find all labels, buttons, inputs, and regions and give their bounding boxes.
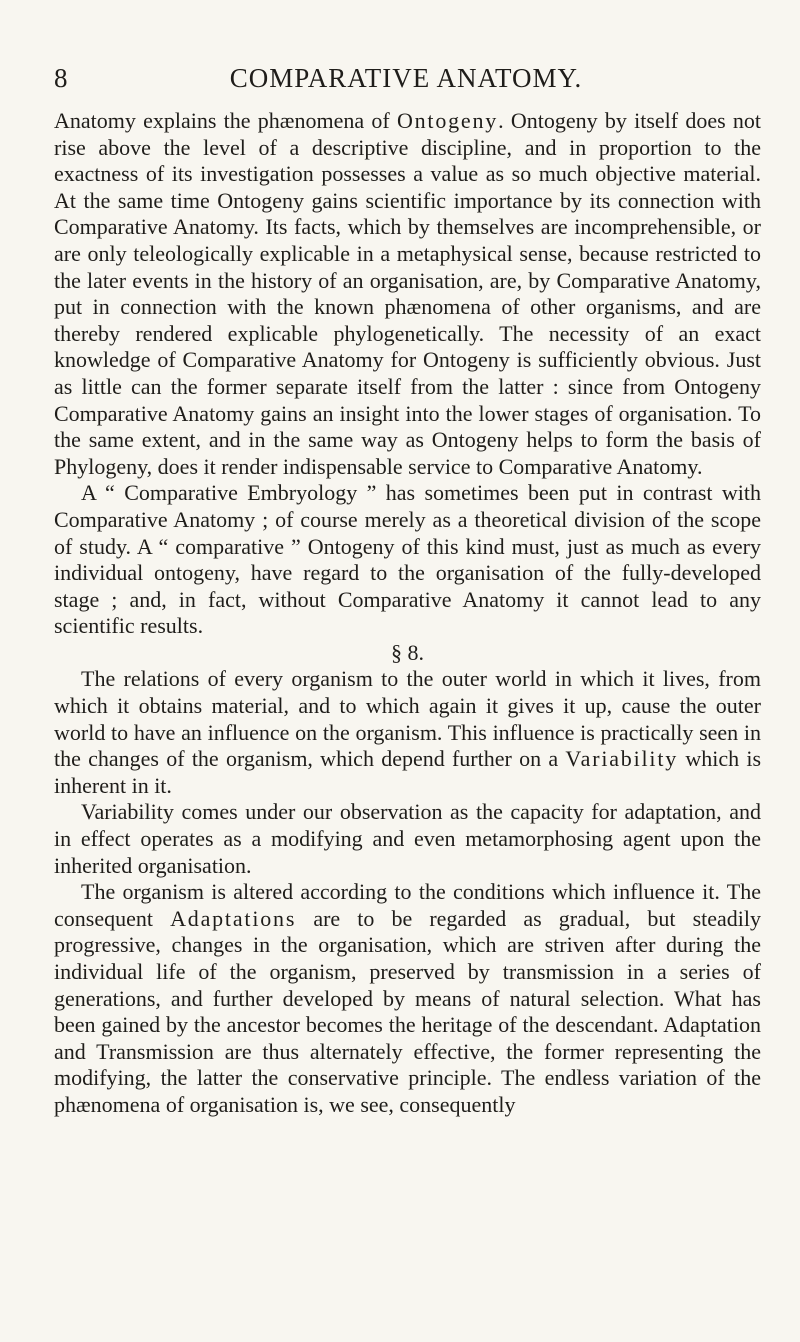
page-number: 8 <box>54 63 68 93</box>
paragraph-adaptations <box>54 879 761 1118</box>
paragraph-text: are to be regarded as gradual, but steadily progressive, changes in the organisation, which are striven after during the individual life of the organism, preserved by transmission in a series of generations, and further developed by means of natural selection. What has been gained by the ancestor becomes the heritage of the descendant. Adaptation and Transmission are thus alternately effective, the former representing the modifying, the latter the conservative principle. The endless variation of the phænomena of organisation is, we see, consequently <box>54 905 762 1117</box>
paragraph-text: which is inherent in it. <box>54 746 762 798</box>
section-heading: § 8. <box>391 639 424 665</box>
emphasized-term: Ontogeny <box>396 108 499 133</box>
paragraph-ontogeny <box>54 108 761 480</box>
paragraph-comparative-embryology: A “ Comparative Embryology ” has sometimes been put in contrast with Comparative Anatomy ; of course merely as a theoretical division of the scope of study. A “ comparative ” Ontogeny of this kind must, just as much as every individual ontogeny, have regard to the organisation of the fully-developed stage ; and, in fact, without Comparative Anatomy it cannot lead to any scientific results. <box>54 480 761 639</box>
paragraph-adaptation-capacity: Variability comes under our observation as the capacity for adaptation, and in effect operates as a modifying and even metamorphosing agent upon the inherited organisation. <box>54 799 761 878</box>
paragraph-variability <box>54 666 761 799</box>
body-text <box>54 108 761 1119</box>
paragraph-text: . Ontogeny by itself does not rise above the level of a descriptive discipline, and in proportion to the exactness of its investigation possesses a value as so much objective material. At the same time Ontogeny gains scientific importance by its connection with Comparative Anatomy. Its facts, which by themselves are incomprehensible, or are only teleologically explicable in a metaphysical sense, because restricted to the later events in the history of an organisation, are, by Comparative Anatomy, put in connection with the known phænomena of other organisms, and are thereby rendered explicable phylogenetically. The necessity of an exact knowledge of Comparative Anatomy for Ontogeny is sufficiently obvious. Just as little can the former separate itself from the latter : since from Ontogeny Comparative Anatomy gains an insight into the lower stages of organisation. To the same extent, and in the same way as Ontogeny helps to form the basis of Phylogeny, does it render indispensable service to Comparative Anatomy. <box>54 108 762 479</box>
running-head: COMPARATIVE ANATOMY. <box>229 63 583 93</box>
emphasized-term: Variability <box>565 746 679 772</box>
paragraph-text: The organism is altered according to the conditions which influence it. The consequent <box>54 879 761 931</box>
paragraph-text: The relations of every organism to the outer world in which it lives, from which it obtains material, and to which again it gives it up, cause the outer world to have an influence on the organism. This influence is practically seen in the changes of the organism, which depend further on a <box>54 666 761 772</box>
emphasized-term: Adaptations <box>170 905 297 931</box>
paragraph-text: Anatomy explains the phænomena of <box>54 108 390 133</box>
page-header <box>54 58 758 98</box>
